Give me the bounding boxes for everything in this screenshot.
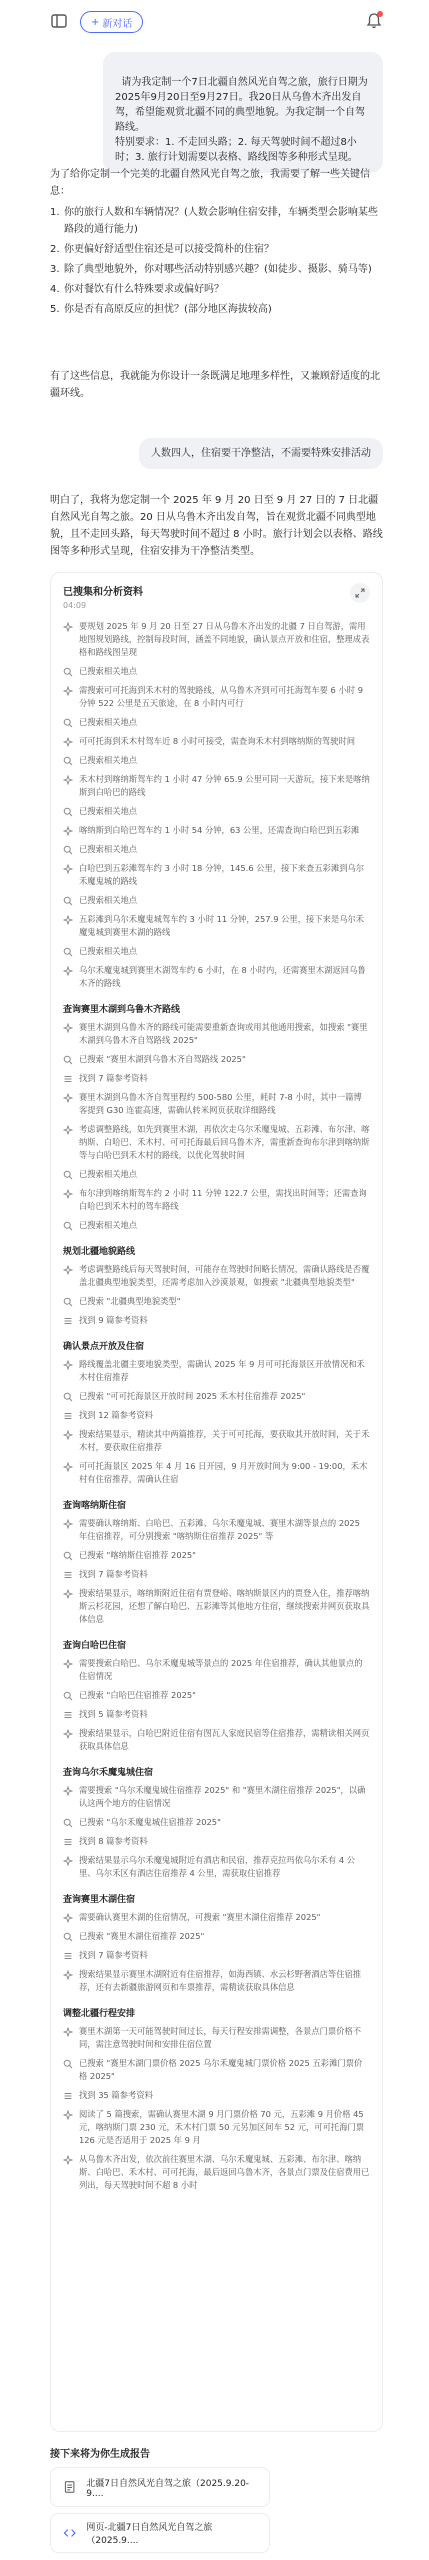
report-card-doc[interactable] bbox=[50, 2467, 270, 2507]
list-icon bbox=[63, 1570, 73, 1580]
followup-title: 接下来将为你生成报告 bbox=[50, 2449, 150, 2460]
thinking-icon bbox=[63, 1360, 73, 1370]
research-step-text: 喀纳斯到白哈巴驾车约 1 小时 54 分钟，63 公里，还需查询白哈巴到五彩滩 bbox=[79, 825, 360, 835]
research-step-text: 找到 35 篇参考资料 bbox=[79, 2090, 153, 2100]
research-step-text: 禾木村到喀纳斯驾车约 1 小时 47 分钟 65.9 公里可同一天游玩，接下来是喀纳斯到白哈巴的路线 bbox=[79, 774, 370, 797]
question-number: 4. bbox=[50, 284, 60, 295]
list-icon bbox=[63, 1411, 73, 1421]
search-icon bbox=[63, 756, 73, 766]
search-icon bbox=[63, 1055, 73, 1065]
doc-icon bbox=[63, 2480, 76, 2494]
research-step bbox=[63, 1657, 370, 1683]
research-section-title: 规划北疆地貌路线 bbox=[63, 1247, 136, 1257]
research-step bbox=[63, 913, 370, 939]
research-step[interactable] bbox=[63, 843, 370, 856]
thinking-icon bbox=[63, 1856, 73, 1866]
research-step[interactable] bbox=[63, 945, 370, 958]
thinking-icon bbox=[63, 2110, 73, 2120]
user-message-text: 请为我定制一个7日北疆自然风光自驾之旅，旅行日期为2025年9月20日至9月27日。我20日从乌鲁木齐出发自驾，希望能观赏北疆不同的典型地貌。为我定制一个自驾路线。 特别要求：1. 不走回头路；2. 每天驾驶时间不超过8小时；3. 旅行计划需要以表格、路线图等多种形式呈现。 bbox=[115, 77, 368, 163]
thinking-icon bbox=[63, 1265, 73, 1275]
research-step bbox=[63, 1854, 370, 1880]
research-step-text: 搜索结果显示，精读其中两篇推荐，关于可可托海，要获取其开放时间，关于禾木村，要获取住宿推荐 bbox=[79, 1429, 370, 1452]
research-step bbox=[63, 2108, 370, 2147]
collapse-icon bbox=[355, 588, 365, 598]
research-section-title: 查询喀纳斯住宿 bbox=[63, 1501, 127, 1511]
collapse-button[interactable] bbox=[350, 583, 370, 603]
research-step-text: 需要确认喀纳斯、白哈巴、五彩滩、乌尔禾魔鬼城、赛里木湖等景点的 2025 年住宿推荐，可分别搜索 "喀纳斯住宿推荐 2025" 等 bbox=[79, 1518, 360, 1541]
research-step-text: 需要确认赛里木湖的住宿情况，可搜索 "赛里木湖住宿推荐 2025" bbox=[79, 1912, 321, 1922]
research-step[interactable] bbox=[63, 1689, 370, 1702]
research-step[interactable] bbox=[63, 1816, 370, 1829]
question-text: 你的旅行人数和车辆情况？(人数会影响住宿安排，车辆类型会影响某些路段的通行能力) bbox=[64, 207, 378, 235]
thinking-icon bbox=[63, 1125, 73, 1135]
research-step[interactable] bbox=[63, 894, 370, 907]
user-message-text: 人数四人，住宿要干净整洁，不需要特殊安排活动 bbox=[151, 448, 371, 459]
research-step-text: 已搜索相关地点 bbox=[79, 895, 138, 905]
thinking-icon bbox=[63, 966, 73, 976]
thinking-icon bbox=[63, 1430, 73, 1440]
search-icon bbox=[63, 1551, 73, 1561]
research-step-text: 找到 8 篇参考资料 bbox=[79, 1836, 148, 1846]
research-step-text: 要规划 2025 年 9 月 20 日至 27 日从乌鲁木齐出发的北疆 7 日自驾游，需用地图规划路线，控制每段时间，涵盖不同地貌，确认景点开放和住宿，整理成表格和路线图呈现 bbox=[79, 621, 370, 657]
research-step[interactable] bbox=[63, 2089, 370, 2102]
list-icon bbox=[63, 1074, 73, 1084]
research-step[interactable] bbox=[63, 1168, 370, 1181]
research-step-text: 乌尔禾魔鬼城到赛里木湖驾车约 6 小时，在 8 小时内，还需赛里木湖返回乌鲁木齐的路线 bbox=[79, 965, 366, 988]
research-step[interactable] bbox=[63, 754, 370, 767]
research-step[interactable] bbox=[63, 1568, 370, 1581]
research-step-text: 可可托海景区 2025 年 4 月 16 日开园，9 月开放时间为 9:00 - 19:00，禾木村有住宿推荐，需确认住宿 bbox=[79, 1461, 368, 1484]
code-icon bbox=[63, 2526, 76, 2540]
research-step-text: 已搜索相关地点 bbox=[79, 666, 138, 676]
research-step bbox=[63, 1968, 370, 1994]
search-icon bbox=[63, 1818, 73, 1828]
search-icon bbox=[63, 1691, 73, 1701]
research-step-text: 白哈巴到五彩滩驾车约 3 小时 18 分钟，145.6 公里，接下来查五彩滩到乌尔禾魔鬼城的路线 bbox=[79, 863, 365, 886]
search-icon bbox=[63, 807, 73, 817]
research-step bbox=[63, 862, 370, 888]
question-item bbox=[50, 241, 383, 258]
report-title: 网页-北疆7日自然风光自驾之旅（2025.9.... bbox=[86, 2523, 213, 2546]
research-step-text: 找到 7 篇参考资料 bbox=[79, 1569, 148, 1579]
research-step bbox=[63, 1187, 370, 1213]
research-card-title: 已搜集和分析资料 bbox=[63, 587, 143, 598]
research-step[interactable] bbox=[63, 1390, 370, 1403]
research-step bbox=[63, 1123, 370, 1162]
research-section-title: 查询赛里木湖到乌鲁木齐路线 bbox=[63, 1005, 181, 1015]
search-icon bbox=[63, 718, 73, 728]
assistant-after-questions: 有了这些信息，我就能为你设计一条既满足地理多样性，又兼顾舒适度的北疆环线。 bbox=[50, 371, 380, 399]
search-icon bbox=[63, 1170, 73, 1180]
question-text: 你更偏好舒适型住宿还是可以接受简朴的住宿？ bbox=[64, 244, 274, 255]
research-step[interactable] bbox=[63, 805, 370, 818]
research-step[interactable] bbox=[63, 1708, 370, 1721]
search-icon bbox=[63, 1392, 73, 1402]
assistant-answer-intro: 明白了，我将为您定制一个 2025 年 9 月 20 日至 9 月 27 日的 7 日北疆自然风光自驾之旅。20 日从乌鲁木齐出发自驾，旨在观赏北疆不同典型地貌，且不走回头路，每天驾驶时间不超过 8 小时。旅行计划会以表格、路线图等多种形式呈现，住宿安排为干净整洁类型。 bbox=[50, 495, 383, 557]
search-icon bbox=[63, 667, 73, 677]
question-number: 1. bbox=[50, 207, 60, 218]
question-text: 除了典型地貌外，你对哪些活动特别感兴趣？(如徒步、摄影、骑马等) bbox=[64, 264, 372, 275]
thinking-icon bbox=[63, 622, 73, 632]
research-step-text: 已搜索相关地点 bbox=[79, 1220, 138, 1230]
search-icon bbox=[63, 1221, 73, 1231]
question-number: 2. bbox=[50, 244, 60, 255]
research-step bbox=[63, 1091, 370, 1117]
research-step-text: 赛里木湖到乌鲁木齐的路线可能需要重新查询或用其他通用搜索，如搜索 "赛里木湖到乌鲁木齐自驾路线 2025" bbox=[79, 1022, 368, 1045]
research-step-text: 已搜索相关地点 bbox=[79, 844, 138, 854]
plus-icon: + bbox=[91, 16, 100, 28]
research-step bbox=[63, 1021, 370, 1047]
notification-badge bbox=[377, 11, 383, 17]
research-card-time: 04:09 bbox=[63, 601, 87, 610]
research-step-text: 已搜索相关地点 bbox=[79, 755, 138, 765]
research-step[interactable] bbox=[63, 1835, 370, 1848]
research-step-text: 找到 7 篇参考资料 bbox=[79, 1950, 148, 1960]
research-step-text: 五彩滩到乌尔禾魔鬼城驾车约 3 小时 11 分钟，257.9 公里，接下来是乌尔禾魔鬼城到赛里木湖的路线 bbox=[79, 914, 365, 937]
sidebar-toggle-icon[interactable] bbox=[50, 12, 68, 30]
research-step bbox=[63, 684, 370, 710]
search-icon bbox=[63, 2059, 73, 2069]
research-section-title: 确认景点开放及住宿 bbox=[63, 1342, 145, 1352]
thinking-icon bbox=[63, 1913, 73, 1923]
new-chat-button[interactable] bbox=[80, 11, 143, 33]
research-step bbox=[63, 824, 370, 837]
assistant-intro: 为了给你定制一个完美的北疆自然风光自驾之旅，我需要了解一些关键信息： bbox=[50, 169, 370, 197]
list-icon bbox=[63, 2091, 73, 2101]
thinking-icon bbox=[63, 864, 73, 874]
research-step-text: 路线覆盖北疆主要地貌类型，需确认 2025 年 9 月可可托海景区开放情况和禾木村住宿推荐 bbox=[79, 1359, 365, 1382]
thinking-icon bbox=[63, 1093, 73, 1103]
research-step-text: 搜索结果显示乌尔禾魔鬼城附近有酒店和民宿，推荐克拉玛依乌尔禾有 4 公里、乌尔禾区有酒店住宿推荐 4 公里，需获取住宿推荐 bbox=[79, 1855, 356, 1878]
research-step-text: 找到 9 篇参考资料 bbox=[79, 1315, 148, 1325]
research-step-text: 已搜索相关地点 bbox=[79, 806, 138, 816]
research-step[interactable] bbox=[63, 665, 370, 678]
research-step bbox=[63, 1911, 370, 1924]
research-step-text: 从乌鲁木齐出发，依次前往赛里木湖、乌尔禾魔鬼城、五彩滩、布尔津、喀纳斯、白哈巴、禾木村、可可托海，最后返回乌鲁木齐，各景点门票及住宿费用已列出，每天驾驶时间不超 8 小时 bbox=[79, 2154, 370, 2190]
research-step-text: 阅读了 5 篇搜索，需确认赛里木湖 9 月门票价格 70 元，五彩滩 9 月价格 45 元，喀纳斯门票 230 元，禾木村门票 50 元另加区间车 52 元，可可托海门票 126 元是否适用于 2025 年 9 月 bbox=[79, 2109, 365, 2145]
research-step-text: 已搜索相关地点 bbox=[79, 1169, 138, 1179]
research-step[interactable] bbox=[63, 2057, 370, 2083]
research-step bbox=[63, 2025, 370, 2051]
research-step[interactable] bbox=[63, 1072, 370, 1085]
question-number: 5. bbox=[50, 304, 60, 315]
thinking-icon bbox=[63, 2155, 73, 2165]
list-icon bbox=[63, 1951, 73, 1961]
research-step bbox=[63, 773, 370, 799]
research-step[interactable] bbox=[63, 1053, 370, 1066]
research-step-text: 已搜索 "北疆典型地貌类型" bbox=[79, 1296, 181, 1306]
question-list bbox=[50, 204, 383, 321]
thinking-icon bbox=[63, 1023, 73, 1033]
question-item bbox=[50, 204, 383, 238]
research-step-text: 找到 12 篇参考资料 bbox=[79, 1410, 153, 1420]
research-step-text: 搜索结果显示，喀纳斯附近住宿有贾登峪、喀纳斯景区内的贾登入住，推荐喀纳斯云杉花园，还想了解白哈巴、五彩滩等其他地方住宿，继续搜索并网页获取具体信息 bbox=[79, 1588, 370, 1624]
thinking-icon bbox=[63, 775, 73, 785]
research-step bbox=[63, 1517, 370, 1543]
list-icon bbox=[63, 1837, 73, 1847]
report-title: 北疆7日自然风光自驾之旅（2025.9.20-9.... bbox=[86, 2478, 250, 2499]
research-step[interactable] bbox=[63, 1295, 370, 1308]
question-text: 你是否有高原反应的担忧？(部分地区海拔较高) bbox=[64, 304, 272, 315]
research-step-text: 找到 7 篇参考资料 bbox=[79, 1073, 148, 1083]
question-item bbox=[50, 281, 383, 298]
research-step bbox=[63, 1784, 370, 1810]
research-step-text: 已搜索 "赛里木湖到乌鲁木齐自驾路线 2025" bbox=[79, 1054, 246, 1064]
thinking-icon bbox=[63, 1729, 73, 1739]
research-step-text: 考虑调整路线，如先到赛里木湖，再依次走乌尔禾魔鬼城、五彩滩、布尔津、喀纳斯、白哈巴、禾木村、可可托海最后回乌鲁木齐，需重新查询布尔津到喀纳斯等与白哈巴到禾木村的路线，以优化驾驶时间 bbox=[79, 1124, 370, 1160]
research-step-text: 需要搜索白哈巴、乌尔禾魔鬼城等景点的 2025 年住宿推荐，确认其他景点的住宿情况 bbox=[79, 1658, 363, 1681]
research-step[interactable] bbox=[63, 1549, 370, 1562]
new-chat-label: 新对话 bbox=[102, 18, 133, 30]
thinking-icon bbox=[63, 1189, 73, 1199]
thinking-icon bbox=[63, 915, 73, 925]
question-number: 3. bbox=[50, 264, 60, 275]
research-step[interactable] bbox=[63, 1949, 370, 1962]
research-step[interactable] bbox=[63, 1409, 370, 1422]
thinking-icon bbox=[63, 2027, 73, 2037]
research-step-text: 布尔津到喀纳斯驾车约 2 小时 11 分钟 122.7 公里，需找出时间等；还需查询白哈巴到禾木村的驾车路线 bbox=[79, 1188, 367, 1211]
research-step-text: 已搜索 "赛里木湖门票价格 2025 乌尔禾魔鬼城门票价格 2025 五彩滩门票价格 2025" bbox=[79, 2058, 363, 2081]
question-item bbox=[50, 261, 383, 278]
research-step bbox=[63, 735, 370, 748]
research-step-text: 需要搜索 "乌尔禾魔鬼城住宿推荐 2025" 和 "赛里木湖住宿推荐 2025"，以确认这两个地方的住宿情况 bbox=[79, 1785, 366, 1808]
research-step-text: 搜索结果显示赛里木湖附近有住宿推荐，如海西镇、水云杉野奢酒店等住宿推荐，还有去新疆旅游网页和车票推荐，需精读获取具体信息 bbox=[79, 1969, 362, 1992]
thinking-icon bbox=[63, 1786, 73, 1796]
research-step-text: 搜索结果显示，白哈巴附近住宿有图瓦人家庭民宿等住宿推荐，需精读相关网页获取具体信息 bbox=[79, 1728, 370, 1751]
research-card bbox=[50, 572, 383, 2432]
research-step[interactable] bbox=[63, 1930, 370, 1943]
list-icon bbox=[63, 1710, 73, 1720]
research-step-text: 已搜索 "白哈巴住宿推荐 2025" bbox=[79, 1690, 196, 1700]
research-step bbox=[63, 1428, 370, 1454]
research-step bbox=[63, 1460, 370, 1486]
search-icon bbox=[63, 1932, 73, 1942]
thinking-icon bbox=[63, 1970, 73, 1980]
research-step[interactable] bbox=[63, 1219, 370, 1232]
research-step-text: 可可托海到禾木村驾车近 8 小时可接受，需查询禾木村到喀纳斯的驾驶时间 bbox=[79, 736, 356, 746]
research-step-text: 已搜索 "赛里木湖住宿推荐 2025" bbox=[79, 1931, 205, 1941]
research-steps bbox=[63, 620, 370, 2192]
research-step-text: 赛里木湖第一天可能驾驶时间过长，每天行程安排需调整，各景点门票价格不同，需注意驾驶时间和安排住宿位置 bbox=[79, 2026, 362, 2049]
research-step-text: 需搜索可可托海到禾木村的驾驶路线，从乌鲁木齐到可可托海驾车要 6 小时 9 分钟 522 公里是五天旅途，在 8 小时内可行 bbox=[79, 685, 363, 708]
question-item bbox=[50, 301, 383, 318]
research-step bbox=[63, 2153, 370, 2192]
research-step-text: 找到 5 篇参考资料 bbox=[79, 1709, 148, 1719]
thinking-icon bbox=[63, 826, 73, 836]
research-step bbox=[63, 1587, 370, 1626]
thinking-icon bbox=[63, 1519, 73, 1529]
research-section-title: 调整北疆行程安排 bbox=[63, 2009, 136, 2019]
thinking-icon bbox=[63, 1659, 73, 1669]
thinking-icon bbox=[63, 686, 73, 696]
search-icon bbox=[63, 896, 73, 906]
search-icon bbox=[63, 845, 73, 855]
research-step[interactable] bbox=[63, 1314, 370, 1327]
research-step bbox=[63, 1727, 370, 1753]
research-step-text: 已搜索相关地点 bbox=[79, 946, 138, 956]
question-text: 你对餐饮有什么特殊要求或偏好吗？ bbox=[64, 284, 224, 295]
research-step-text: 考虑调整路线后每天驾驶时间，可能存在驾驶时间略长情况，需确认路线是否覆盖北疆典型地貌类型，还需考虑加入沙漠景观，如搜索 "北疆典型地貌类型" bbox=[79, 1264, 370, 1287]
research-step-text: 已搜索相关地点 bbox=[79, 717, 138, 727]
research-step-text: 赛里木湖到乌鲁木齐自驾里程约 500-580 公里，耗时 7-8 小时，其中一篇博客提到 G30 连霍高速，需确认转米网页获取详细路线 bbox=[79, 1092, 362, 1115]
research-step bbox=[63, 1358, 370, 1384]
research-step-text: 已搜索 "可可托海景区开放时间 2025 禾木村住宿推荐 2025" bbox=[79, 1391, 306, 1401]
search-icon bbox=[63, 947, 73, 957]
thinking-icon bbox=[63, 737, 73, 747]
research-section-title: 查询乌尔禾魔鬼城住宿 bbox=[63, 1768, 154, 1778]
user-message-2 bbox=[139, 438, 383, 469]
research-section-title: 查询赛里木湖住宿 bbox=[63, 1895, 136, 1905]
research-step[interactable] bbox=[63, 716, 370, 729]
list-icon bbox=[63, 1316, 73, 1326]
research-step-text: 已搜索 "乌尔禾魔鬼城住宿推荐 2025" bbox=[79, 1817, 221, 1827]
thinking-icon bbox=[63, 1589, 73, 1599]
research-step bbox=[63, 964, 370, 990]
user-message-1 bbox=[103, 52, 383, 173]
search-icon bbox=[63, 1297, 73, 1307]
research-step bbox=[63, 620, 370, 659]
report-card-web[interactable] bbox=[50, 2513, 270, 2553]
research-step bbox=[63, 1263, 370, 1289]
research-section-title: 查询白哈巴住宿 bbox=[63, 1641, 127, 1651]
thinking-icon bbox=[63, 1462, 73, 1472]
research-step-text: 已搜索 "喀纳斯住宿推荐 2025" bbox=[79, 1550, 196, 1560]
